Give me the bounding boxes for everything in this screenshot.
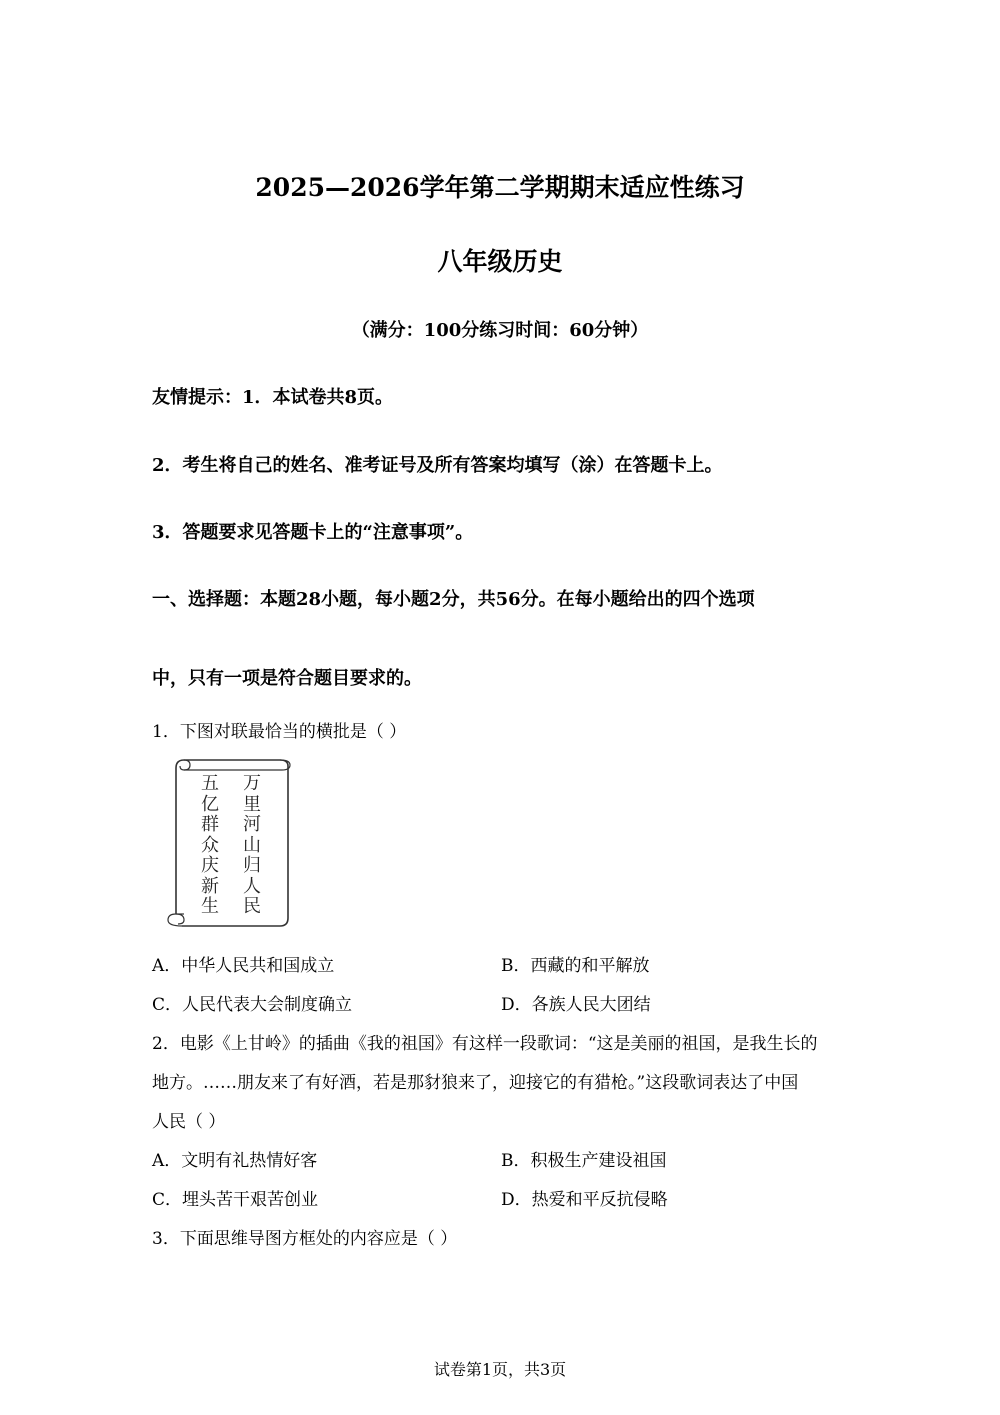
q2-option-c[interactable]: C．埋头苦干艰苦创业 — [152, 1190, 319, 1210]
couplet-char: 新 — [201, 875, 219, 897]
couplet-char: 五 — [201, 773, 219, 794]
question-2-stem-line-2: 地方。……朋友来了有好酒，若是那豺狼来了，迎接它的有猎枪。”这段歌词表达了中国 — [152, 1073, 799, 1093]
tip-line-3: 3．答题要求见答题卡上的“注意事项”。 — [152, 522, 474, 543]
q1-option-a[interactable]: A．中华人民共和国成立 — [152, 956, 335, 976]
q1-option-c[interactable]: C．人民代表大会制度确立 — [152, 995, 353, 1015]
page-footer: 试卷第1页，共3页 — [433, 1360, 567, 1379]
score-time-line: （满分：100分练习时间：60分钟） — [351, 320, 649, 341]
couplet-char: 河 — [243, 814, 261, 835]
couplet-char: 万 — [243, 773, 261, 794]
couplet-char: 里 — [243, 793, 261, 815]
couplet-char: 群 — [201, 814, 219, 835]
couplet-char: 归 — [243, 855, 261, 876]
q2-option-a[interactable]: A．文明有礼热情好客 — [152, 1151, 318, 1171]
couplet-char: 山 — [243, 834, 261, 856]
q1-option-b[interactable]: B．西藏的和平解放 — [501, 956, 650, 976]
exam-subject: 八年级历史 — [437, 247, 563, 276]
exam-title: 2025—2026学年第二学期期末适应性练习 — [255, 173, 745, 202]
couplet-char: 人 — [243, 875, 261, 897]
q1-option-d[interactable]: D．各族人民大团结 — [501, 995, 651, 1015]
couplet-char: 众 — [201, 834, 219, 856]
question-1-stem: 1．下图对联最恰当的横批是（ ） — [152, 722, 407, 742]
couplet-char: 生 — [201, 896, 219, 917]
section-heading-line-1: 一、选择题：本题28小题，每小题2分，共56分。在每小题给出的四个选项 — [152, 589, 755, 610]
question-2-stem-line-3: 人民（ ） — [152, 1112, 226, 1132]
section-heading-line-2: 中，只有一项是符合题目要求的。 — [152, 668, 422, 689]
couplet-char: 民 — [243, 896, 261, 917]
couplet-right-column — [240, 774, 264, 918]
q2-option-b[interactable]: B．积极生产建设祖国 — [501, 1151, 667, 1171]
couplet-char: 庆 — [201, 855, 219, 876]
question-3-stem: 3．下面思维导图方框处的内容应是（ ） — [152, 1229, 458, 1249]
couplet-char: 亿 — [201, 793, 219, 815]
couplet-scroll-image — [162, 754, 294, 932]
tip-line-2: 2．考生将自己的姓名、准考证号及所有答案均填写（涂）在答题卡上。 — [152, 455, 723, 476]
question-2-stem-line-1: 2．电影《上甘岭》的插曲《我的祖国》有这样一段歌词：“这是美丽的祖国，是我生长的 — [152, 1034, 818, 1054]
q2-option-d[interactable]: D．热爱和平反抗侵略 — [501, 1190, 668, 1210]
couplet-left-column — [198, 774, 222, 918]
tip-line-1: 友情提示：1．本试卷共8页。 — [152, 387, 394, 408]
